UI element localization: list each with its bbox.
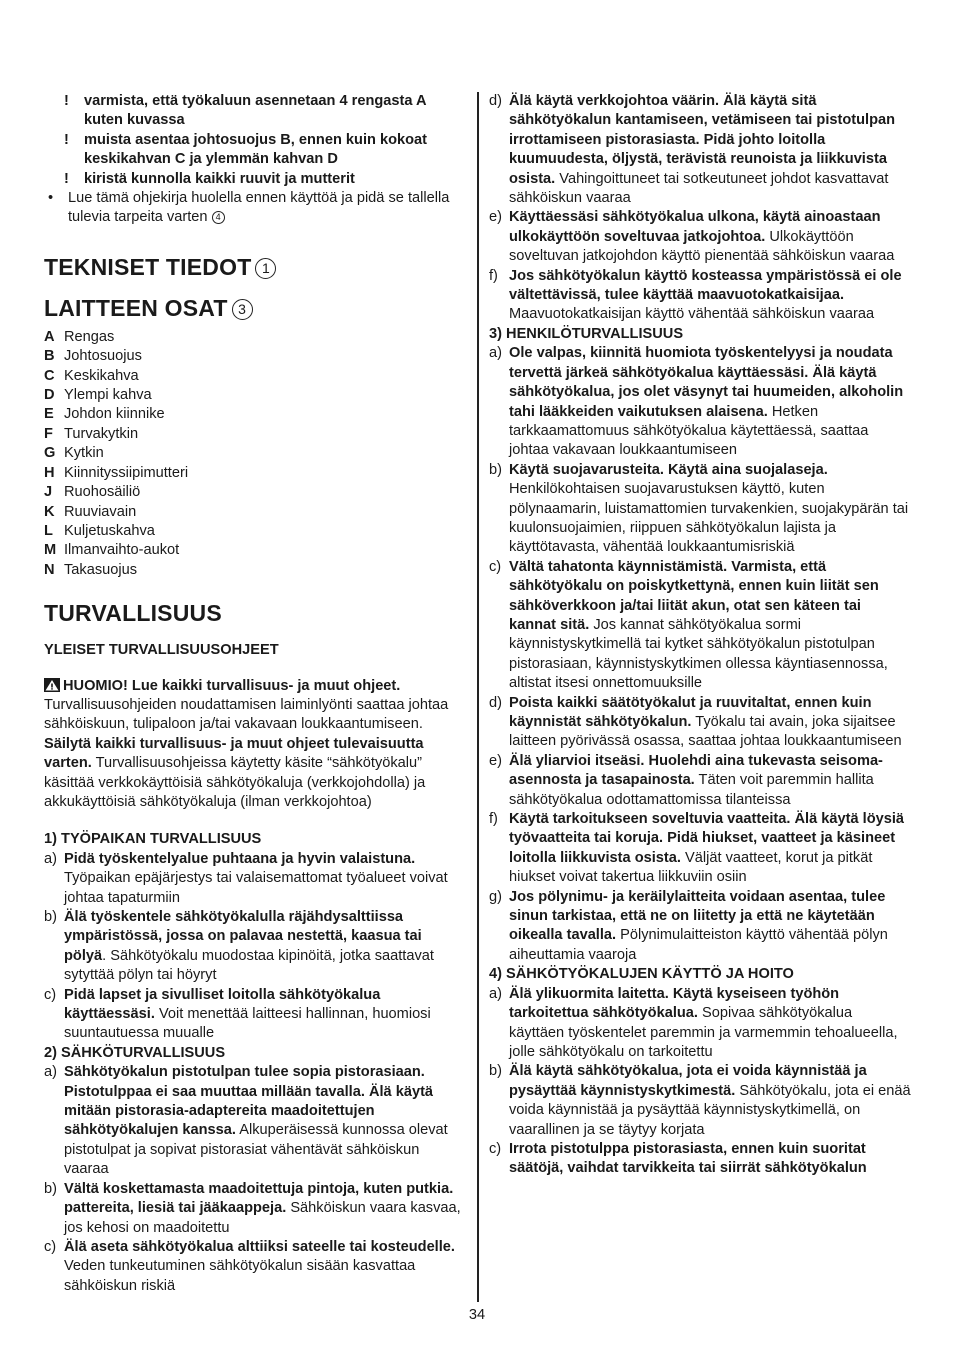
safety-item-body [509,461,911,558]
safety-item [44,1180,464,1238]
part-key: M [44,542,57,559]
safety-item [489,1062,911,1140]
checklist-item-text: muista asentaa johtosuojus B, ennen kuin kokoat keskikahvan C ja ylemmän kahvan D [84,131,428,168]
item-letter: a) [489,345,502,362]
safety-item [489,1140,911,1179]
safety-item-text: Maavuotokatkaisijan käyttö vähentää sähköiskun vaaraa [509,306,875,323]
safety-item-body [509,1140,911,1179]
figure-ref-badge: 4 [212,211,225,224]
safety-item [44,850,464,908]
item-letter: d) [489,93,502,109]
safety-item-text: Sopivaa sähkötyökalua käyttäen työskentelet paremmin ja varmemmin tehoalueella, jolle sähkötyökalu on tarkoitettu [509,1005,898,1060]
checklist-item-text: kiristä kunnolla kaikki ruuvit ja mutterit [84,170,355,187]
item-letter: b) [44,1180,57,1197]
safety-item [489,558,911,694]
safety-item [489,208,911,266]
tool-use-list [489,985,911,1179]
electrical-safety-list [44,1063,464,1296]
warning-paragraph [44,677,464,813]
right-column [489,92,911,1179]
safety-item-text: Työpaikan epäjärjestys tai valaisemattomat työalueet voivat johtaa tapaturmiin [64,870,448,906]
checklist-item-text: varmista, että työkaluun asennetaan 4 rengasta A kuten kuvassa [84,93,426,129]
safety-item-text: Henkilökohtaisen suojavarustuksen käyttö, kuten pölynaamarin, luistamattomien turvakenkien, suojakypärän tai kuulonsuojaimien, riippuen sähkötyökalun lajista ja käyttötavasta, vähentää loukkaantumisriskiä [509,481,909,556]
safety-item [489,461,911,558]
part-item [44,367,464,386]
safety-item [489,92,911,208]
part-item [44,483,464,502]
safety-item-body [509,344,911,460]
part-key: J [44,484,53,501]
part-name: Ruohosäiliö [64,484,141,501]
safety-item-bold: Jos sähkötyökalun käyttö kosteassa ympäristössä ei ole vältettävissä, tulee käyttää maavuotokatkaisijaa. [509,267,902,304]
item-letter: a) [44,1064,57,1081]
safety-item-text: Veden tunkeutuminen sähkötyökalun sisään kasvattaa sähköiskun riskiä [64,1258,416,1294]
safety-item-body [509,694,911,752]
part-item [44,347,464,366]
bullet-note-text: Lue tämä ohjekirja huolella ennen käyttöä ja pidä se tallella tulevia tarpeita varten [68,190,450,226]
safety-item-body [509,1062,911,1140]
safety-item-text: Sähkötyökalu, jota ei enää voida käynnistää ja pysäyttää käynnistyskytkimellä, on vaarallinen ja se täytyy korjata [509,1082,911,1138]
safety-item-bold: Jos pölynimu- ja keräilylaitteita voidaan asentaa, tulee sinun tarkistaa, että ne on liitetty ja että ne käytetään oikealla tavalla. [509,888,886,944]
warning-text-1: Turvallisuusohjeiden noudattamisen laiminlyönti saattaa johtaa sähköiskuun, tulipaloon ja/tai vakavaan loukkaantumiseen. [44,696,449,733]
safety-item-bold: Ole valpas, kiinnitä huomiota työskentelyysi ja noudata tervettä järkeä sähkötyökalua käyttäessäsi. Älä käytä sähkötyökalua, jos olet väsynyt tai huumeiden, alkoholin tahi lääkkeiden vaikutuksen alaisena. [509,345,904,420]
part-name: Ylempi kahva [64,387,152,404]
electrical-safety-heading: 2) SÄHKÖTURVALLISUUS [44,1044,226,1061]
left-column [44,92,464,1296]
safety-item [44,1238,464,1296]
part-key: F [44,425,53,442]
safety-item-bold: Vältä tahatonta käynnistämistä. Varmista, että sähkötyökalu on poiskytkettynä, ennen kuin liität sen sähköverkkoon ja/tai liität akun, otat sen käteen tai kannat sitä. [509,558,879,633]
safety-item-bold: Vältä koskettamasta maadoitettuja pintoja, kuten putkia. pattereita, liesiä tai jääkaappeja. [64,1180,454,1217]
safety-item-body [509,752,911,810]
safety-item [44,986,464,1044]
safety-item [489,810,911,888]
safety-item-bold: Käytä suojavarusteita. Käytä aina suojalaseja. [509,461,828,478]
part-item [44,561,464,580]
checklist-item [44,92,464,131]
warning-bold-1: HUOMIO! Lue kaikki turvallisuus- ja muut ohjeet. [63,677,401,694]
part-name: Kytkin [64,445,104,462]
bullet-marker: • [48,190,54,207]
safety-item-text: Vahingoittuneet tai sotkeutuneet johdot kasvattavat sähköiskun vaaraa [509,170,889,207]
safety-item-body [64,850,464,908]
part-name: Ruuviavain [64,503,137,520]
safety-item-body [509,208,911,266]
part-item [44,328,464,347]
safety-item [44,908,464,986]
personal-safety-heading: 3) HENKILÖTURVALLISUUS [489,325,684,342]
safety-item-bold: Irrota pistotulppa pistorasiasta, ennen kuin suoritat säätöjä, vaihdat tarvikkeita tai siirrät sähkötyökalun [509,1140,867,1177]
safety-item [489,985,911,1063]
safety-item-bold: Älä aseta sähkötyökalua alttiiksi sateelle tai kosteudelle. [64,1238,455,1255]
item-letter: c) [489,558,502,575]
work-area-list [44,850,464,1044]
safety-item-body [509,985,911,1063]
safety-item-bold: Älä käytä verkkojohtoa väärin. Älä käytä sitä sähkötyökalun kantamiseen, vetämiseen tai pistotulpan irrottamiseen pistorasiasta. Pidä johto loitolla kuumuudesta, öljystä, terävistä reunoista ja liikkuvista osista. [509,93,896,187]
safety-item-body [64,1238,464,1296]
safety-item-bold: Poista kaikki säätötyökalut ja ruuvitaltat, ennen kuin käynnistät sähkötyökalun. [509,694,872,730]
tool-use-heading: 4) SÄHKÖTYÖKALUJEN KÄYTTÖ JA HOITO [489,966,794,983]
part-item [44,444,464,463]
safety-item-text: Hetken tarkkaamattomuus sähkötyökalua käytettäessä, saattaa johtaa vakavaan loukkaantumiseen [509,403,869,459]
part-item [44,522,464,541]
item-letter: d) [489,694,502,711]
item-letter: g) [489,888,502,905]
safety-item-body [509,888,911,966]
item-letter: f) [489,811,498,828]
safety-item-text: . Sähkötyökalu muodostaa kipinöitä, jotka saattavat sytyttää pölyn tai höyryt [64,947,434,984]
part-key: A [44,328,55,345]
part-key: L [44,522,53,539]
safety-item-body [509,267,911,325]
part-item [44,541,464,560]
safety-item-text: Voit menettää laitteesi hallinnan, huomiosi suuntautuessa muualle [64,1006,431,1042]
electrical-safety-list-continued [489,92,911,325]
figure-ref-badge: 1 [255,258,276,279]
part-key: B [44,348,55,365]
part-key: D [44,387,55,404]
safety-item-text: Pölynimulaitteiston käyttö vähentää pölyn aiheuttamia vaaroja [509,927,888,963]
figure-ref-badge: 3 [232,299,253,320]
item-letter: e) [489,209,502,226]
safety-item-body [64,986,464,1044]
safety-item-body [509,810,911,888]
warning-bold-2: Säilytä kaikki turvallisuus- ja muut ohjeet tulevaisuutta varten. [44,735,424,772]
part-name: Johdon kiinnike [64,406,165,423]
safety-item-bold: Pidä työskentelyalue puhtaana ja hyvin valaistuna. [64,850,416,867]
part-name: Ilmanvaihto-aukot [64,542,180,559]
item-letter: b) [489,1063,502,1080]
warning-text-2: Turvallisuusohjeissa käytetty käsite “sähkötyökalu” käsittää verkkokäyttöisiä sähkötyökaluja (verkkojohdolla) ja akkukäyttöisiä sähkötyökaluja (ilman verkkojohtoa) [44,755,426,810]
exclamation-marker: ! [64,170,69,187]
item-letter: f) [489,267,498,284]
bullet-note [44,189,464,228]
safety-item-bold: Pidä lapset ja sivulliset loitolla sähkötyökalua käyttäessäsi. [64,986,381,1023]
part-key: K [44,503,55,520]
safety-item-text: Jos kannat sähkötyökalua sormi käynnistyskytkimellä tai kytket sähkötyökalun pistotulpan pistorasiaan, käynnistyskytkimen ollessa käyntiasennossa, altistat itsesi onnettomuuksille [509,616,888,692]
safety-item-body [509,92,911,208]
work-area-heading: 1) TYÖPAIKAN TURVALLISUUS [44,831,262,848]
safety-item-text: Sähköiskun vaara kasvaa, jos kehosi on maadoitettu [64,1200,461,1236]
part-item [44,464,464,483]
part-name: Kuljetuskahva [64,522,155,539]
safety-item [489,752,911,810]
safety-item-bold: Käyttäessäsi sähkötyökalua ulkona, käytä ainoastaan ulkokäyttöön soveltuvaa jatkojohtoa. [509,209,881,245]
safety-item [489,888,911,966]
personal-safety-list [489,344,911,965]
safety-item-text: Alkuperäisessä kunnossa olevat pistotulpat ja sopivat pistorasiat vähentävät sähköiskun vaaraa [64,1122,448,1178]
item-letter: a) [44,850,57,867]
safety-item-text: Työkalu tai avain, joka sijaitsee laitteen pyörivässä osassa, saattaa johtaa loukkaantumiseen [509,714,902,750]
part-name: Turvakytkin [64,425,139,442]
heading-device-parts: LAITTEEN OSAT 3 [44,294,464,322]
item-letter: c) [489,1140,502,1157]
part-name: Keskikahva [64,367,139,384]
safety-item-body [509,558,911,694]
safety-item-bold: Käytä tarkoitukseen soveltuvia vaatteita. Älä käytä löysiä työvaatteita tai koruja. Pidä hiukset, vaatteet ja käsineet loitolla liikkuvista osista. [509,811,905,866]
exclamation-marker: ! [64,93,69,109]
safety-item-body [64,1063,464,1179]
safety-item-body [64,1180,464,1238]
part-key: N [44,561,55,578]
part-name: Kiinnityssiipimutteri [64,464,189,481]
checklist-item [44,170,464,189]
warning-triangle-icon [44,678,60,692]
column-divider [477,92,479,1302]
safety-item-text: Ulkokäyttöön soveltuvan jatkojohdon käyttö pienentää sähköiskun vaaraa [509,228,895,265]
exclamation-marker: ! [64,131,69,148]
page-number: 34 [468,1307,486,1323]
item-letter: c) [44,986,57,1003]
part-key: G [44,445,56,462]
safety-item-text: Täten voit paremmin hallita sähkötyökalua odottamattomissa tilanteissa [509,772,874,808]
part-item [44,405,464,424]
part-item [44,386,464,405]
parts-list [44,328,464,580]
item-letter: e) [489,752,502,769]
part-key: H [44,464,55,481]
safety-item [489,694,911,752]
part-name: Johtosuojus [64,348,142,365]
part-key: C [44,367,55,384]
part-key: E [44,406,54,423]
checklist-item [44,131,464,170]
safety-item-text: Väljät vaatteet, korut ja pitkät hiukset voivat takertua liikkuviin osiin [509,849,873,886]
part-item [44,425,464,444]
item-letter: b) [44,909,57,925]
heading-safety: TURVALLISUUS [44,600,222,627]
part-name: Rengas [64,328,115,345]
safety-item-bold: Älä ylikuormita laitetta. Käytä kyseiseen työhön tarkoitettua sähkötyökalua. [509,985,840,1022]
safety-item-bold: Älä työskentele sähkötyökalulla räjähdysalttiissa ympäristössä, jossa on palavaa nestettä, kaasua tai pölyä [64,909,422,964]
safety-item [44,1063,464,1179]
safety-item [489,267,911,325]
part-item [44,503,464,522]
heading-technical-data: TEKNISET TIEDOT 1 [44,253,464,281]
item-letter: c) [44,1238,57,1255]
item-letter: b) [489,461,502,478]
safety-item-body [64,908,464,986]
safety-item-bold: Sähkötyökalun pistotulpan tulee sopia pistorasiaan. Pistotulppaa ei saa muuttaa millään tavalla. Älä käytä mitään pistorasia-adaptereita maadoitettujen sähkötyökalujen kanssa. [64,1064,434,1139]
assembly-checklist [44,92,464,189]
part-name: Takasuojus [64,561,138,578]
item-letter: a) [489,985,502,1002]
safety-item-bold: Älä yliarvioi itseäsi. Huolehdi aina tukevasta seisoma-asennosta ja tasapainosta. [509,752,883,789]
safety-item [489,344,911,460]
general-safety-heading: YLEISET TURVALLISUUSOHJEET [44,642,279,659]
safety-item-bold: Älä käytä sähkötyökalua, jota ei voida käynnistää ja pysäyttää käynnistyskytkimestä. [509,1063,867,1099]
